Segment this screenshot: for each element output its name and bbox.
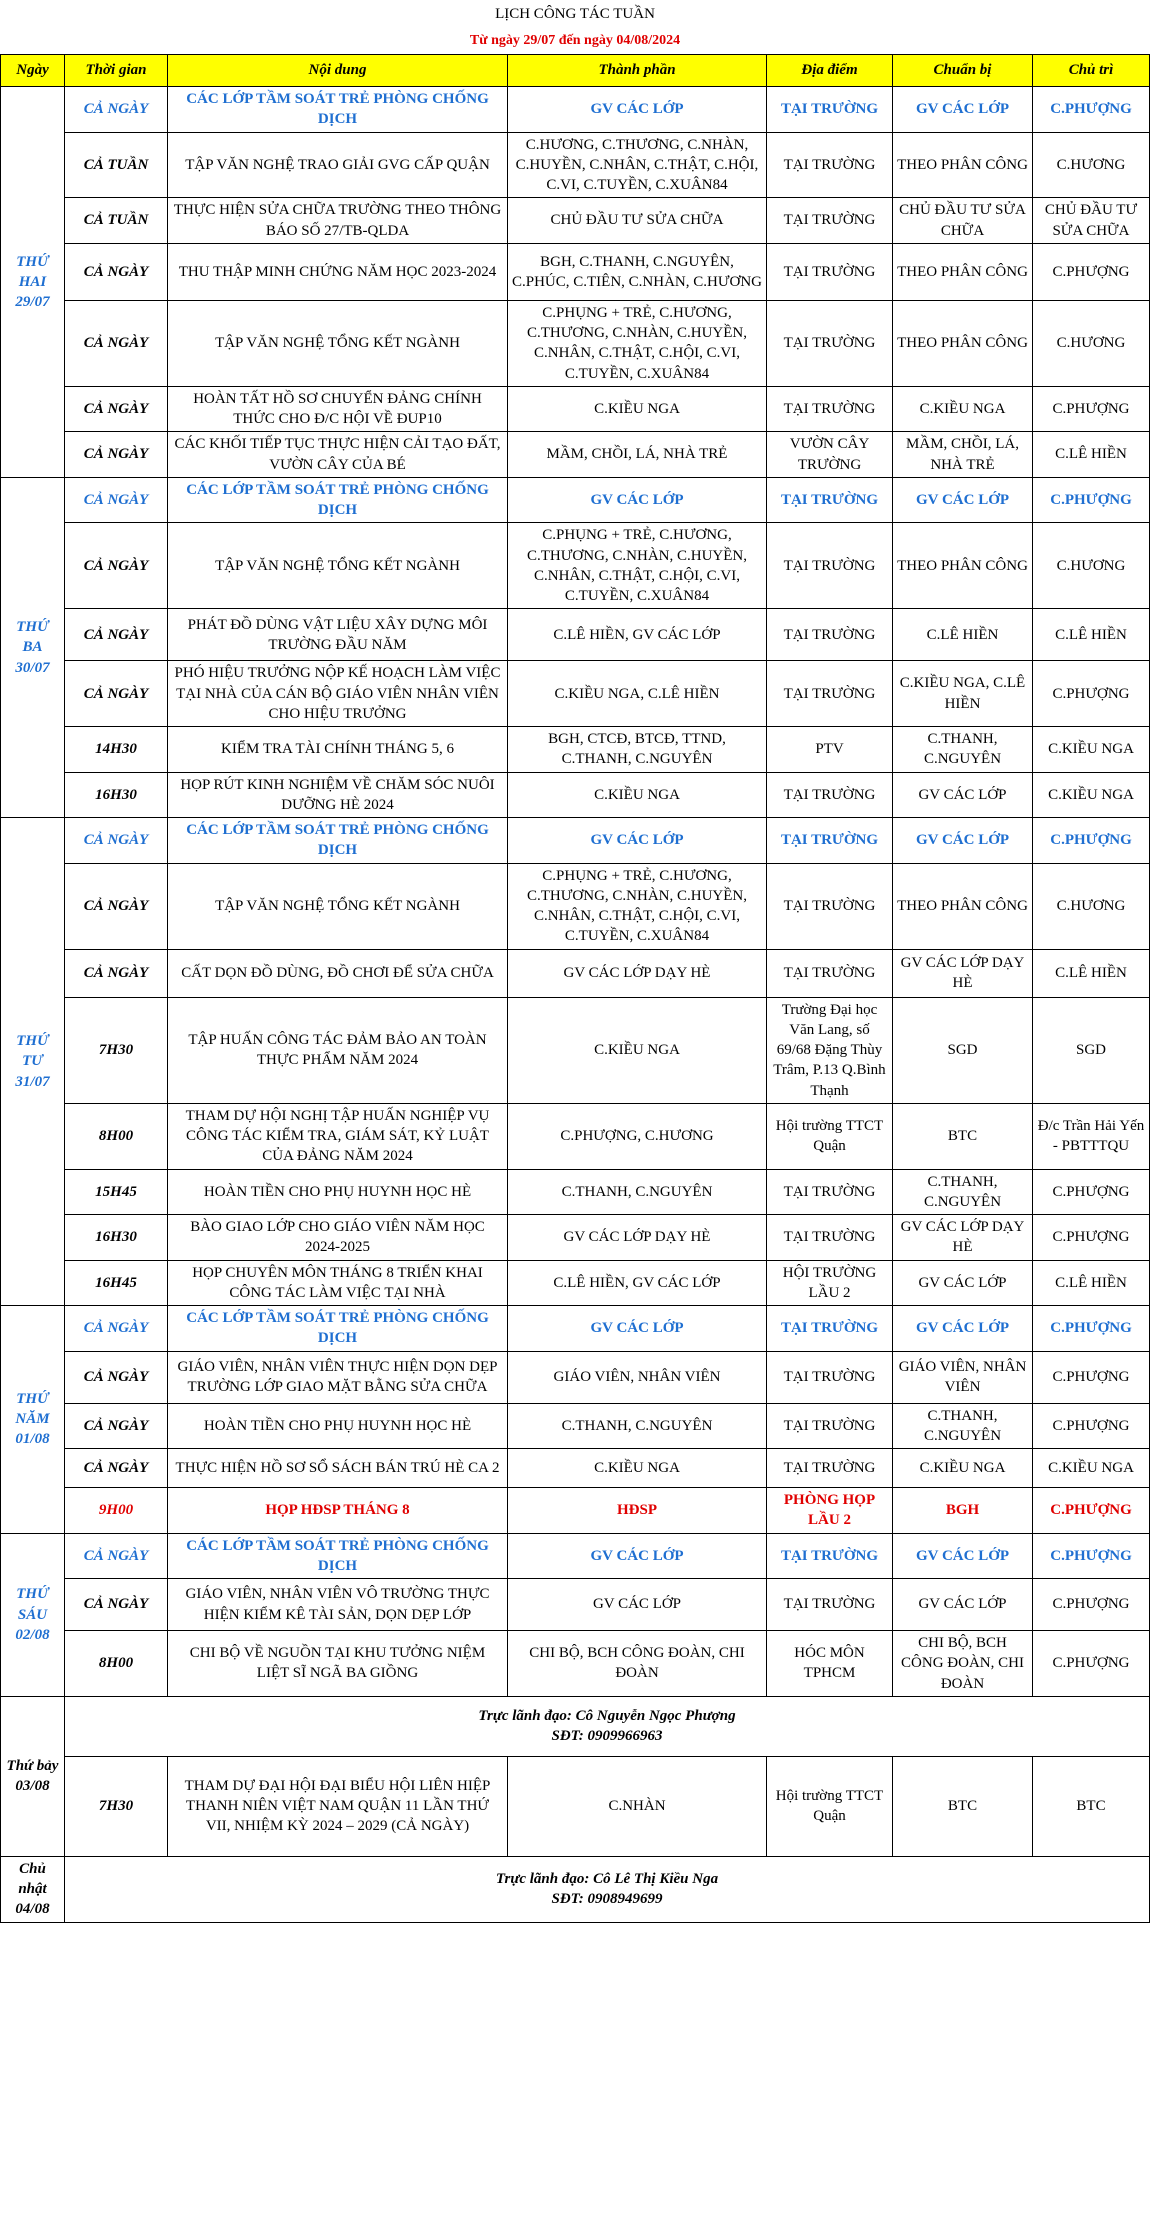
cell-place: TẠI TRƯỜNG	[767, 300, 893, 386]
cell-content: CÁC LỚP TẦM SOÁT TRẺ PHÒNG CHỐNG DỊCH	[168, 818, 508, 864]
cell-host: C.PHƯỢNG	[1033, 1215, 1150, 1261]
cell-prep: GV CÁC LỚP	[893, 818, 1033, 864]
cell-content: HỌP CHUYÊN MÔN THÁNG 8 TRIỂN KHAI CÔNG TÁC LÀM VIỆC TẠI NHÀ	[168, 1260, 508, 1306]
cell-content: TẬP VĂN NGHỆ TỔNG KẾT NGÀNH	[168, 523, 508, 609]
cell-time: CẢ NGÀY	[65, 477, 168, 523]
cell-time: CẢ TUẦN	[65, 198, 168, 244]
cell-prep: BTC	[893, 1103, 1033, 1169]
cell-host: CHỦ ĐẦU TƯ SỬA CHỮA	[1033, 198, 1150, 244]
cell-place: TẠI TRƯỜNG	[767, 243, 893, 300]
duty-phone: SĐT: 0909966963	[551, 1728, 663, 1745]
cell-prep: C.LÊ HIỀN	[893, 609, 1033, 661]
cell-members: C.LÊ HIỀN, GV CÁC LỚP	[508, 609, 767, 661]
cell-members: GV CÁC LỚP DẠY HÈ	[508, 949, 767, 997]
cell-host: C.PHƯỢNG	[1033, 818, 1150, 864]
cell-time: CẢ NGÀY	[65, 1306, 168, 1352]
cell-host: C.PHƯỢNG	[1033, 243, 1150, 300]
cell-time: 16H45	[65, 1260, 168, 1306]
cell-host: Đ/c Trần Hải Yến - PBTTTQU	[1033, 1103, 1150, 1169]
table-row	[1, 523, 1150, 609]
table-row	[1, 863, 1150, 949]
cell-content: TẬP VĂN NGHỆ TỔNG KẾT NGÀNH	[168, 300, 508, 386]
cell-prep: GV CÁC LỚP DẠY HÈ	[893, 949, 1033, 997]
cell-prep: GV CÁC LỚP	[893, 772, 1033, 818]
cell-members: GV CÁC LỚP	[508, 477, 767, 523]
cell-content: HOÀN TẤT HỒ SƠ CHUYỂN ĐẢNG CHÍNH THỨC CHO Đ/C HỘI VỀ ĐUP10	[168, 386, 508, 432]
cell-host: C.PHƯỢNG	[1033, 1579, 1150, 1631]
cell-place: Trường Đại học Văn Lang, số 69/68 Đặng Thùy Trâm, P.13 Q.Bình Thạnh	[767, 997, 893, 1103]
cell-content: GIÁO VIÊN, NHÂN VIÊN THỰC HIỆN DỌN DẸP TRƯỜNG LỚP GIAO MẶT BẰNG SỬA CHỮA	[168, 1351, 508, 1403]
sunday-duty-row	[1, 1856, 1150, 1922]
cell-time: 16H30	[65, 772, 168, 818]
cell-prep: GV CÁC LỚP	[893, 1533, 1033, 1579]
table-row	[1, 386, 1150, 432]
cell-time: 14H30	[65, 727, 168, 773]
cell-members: BGH, C.THANH, C.NGUYÊN, C.PHÚC, C.TIÊN, C.NHÀN, C.HƯƠNG	[508, 243, 767, 300]
table-row	[1, 132, 1150, 198]
col-header-time: Thời gian	[65, 55, 168, 87]
cell-time: CẢ NGÀY	[65, 1351, 168, 1403]
cell-time: CẢ NGÀY	[65, 243, 168, 300]
duty-cell	[65, 1856, 1150, 1922]
cell-host: C.PHƯỢNG	[1033, 477, 1150, 523]
cell-members: C.KIỀU NGA	[508, 772, 767, 818]
cell-prep: GV CÁC LỚP	[893, 477, 1033, 523]
day-label: THỨ BA 30/07	[1, 477, 65, 817]
table-row	[1, 198, 1150, 244]
table-row	[1, 727, 1150, 773]
cell-place: TẠI TRƯỜNG	[767, 1351, 893, 1403]
col-header-host: Chủ trì	[1033, 55, 1150, 87]
cell-content: HOÀN TIỀN CHO PHỤ HUYNH HỌC HÈ	[168, 1403, 508, 1449]
table-row	[1, 1260, 1150, 1306]
table-row	[1, 997, 1150, 1103]
cell-host: C.KIỀU NGA	[1033, 772, 1150, 818]
cell-time: CẢ NGÀY	[65, 432, 168, 478]
col-header-prep: Chuẩn bị	[893, 55, 1033, 87]
cell-place: TẠI TRƯỜNG	[767, 1579, 893, 1631]
cell-content: PHÓ HIỆU TRƯỞNG NỘP KẾ HOẠCH LÀM VIỆC TẠI NHÀ CỦA CÁN BỘ GIÁO VIÊN NHÂN VIÊN CHO HIỆU TRƯỞNG	[168, 661, 508, 727]
cell-members: C.THANH, C.NGUYÊN	[508, 1403, 767, 1449]
cell-host: C.LÊ HIỀN	[1033, 609, 1150, 661]
duty-leader: Trực lãnh đạo: Cô Nguyễn Ngọc Phượng	[478, 1708, 736, 1724]
cell-host: C.PHƯỢNG	[1033, 1169, 1150, 1215]
cell-time: CẢ NGÀY	[65, 1579, 168, 1631]
table-row	[1, 1215, 1150, 1261]
col-header-place: Địa điểm	[767, 55, 893, 87]
cell-place: HỘI TRƯỜNG LẦU 2	[767, 1260, 893, 1306]
cell-members: GV CÁC LỚP	[508, 87, 767, 133]
cell-host: C.PHƯỢNG	[1033, 1533, 1150, 1579]
cell-time: 15H45	[65, 1169, 168, 1215]
cell-prep: C.KIỀU NGA	[893, 386, 1033, 432]
cell-place: TẠI TRƯỜNG	[767, 198, 893, 244]
cell-members: MẦM, CHỒI, LÁ, NHÀ TRẺ	[508, 432, 767, 478]
cell-content: HỌP RÚT KINH NGHIỆM VỀ CHĂM SÓC NUÔI DƯỠNG HÈ 2024	[168, 772, 508, 818]
cell-content: CÁC LỚP TẦM SOÁT TRẺ PHÒNG CHỐNG DỊCH	[168, 1306, 508, 1352]
cell-content: CẤT DỌN ĐỒ DÙNG, ĐỒ CHƠI ĐỂ SỬA CHỮA	[168, 949, 508, 997]
table-row	[1, 772, 1150, 818]
cell-host: C.PHƯỢNG	[1033, 1306, 1150, 1352]
cell-time: 7H30	[65, 1756, 168, 1856]
cell-prep: BTC	[893, 1756, 1033, 1856]
saturday-duty-row	[1, 1696, 1150, 1756]
cell-prep: THEO PHÂN CÔNG	[893, 300, 1033, 386]
cell-content: KIỂM TRA TÀI CHÍNH THÁNG 5, 6	[168, 727, 508, 773]
table-row	[1, 1169, 1150, 1215]
cell-prep: C.KIỀU NGA, C.LÊ HIỀN	[893, 661, 1033, 727]
cell-content: GIÁO VIÊN, NHÂN VIÊN VÔ TRƯỜNG THỰC HIỆN KIỂM KÊ TÀI SẢN, DỌN DẸP LỚP	[168, 1579, 508, 1631]
cell-time: CẢ NGÀY	[65, 818, 168, 864]
header-row	[1, 55, 1150, 87]
table-row	[1, 609, 1150, 661]
table-row	[1, 300, 1150, 386]
day-label: Thứ bảy 03/08	[1, 1696, 65, 1856]
cell-prep: C.THANH, C.NGUYÊN	[893, 1403, 1033, 1449]
cell-members: GIÁO VIÊN, NHÂN VIÊN	[508, 1351, 767, 1403]
cell-content: CÁC LỚP TẦM SOÁT TRẺ PHÒNG CHỐNG DỊCH	[168, 87, 508, 133]
cell-members: C.PHỤNG + TRẺ, C.HƯƠNG, C.THƯƠNG, C.NHÀN, C.HUYỀN, C.NHÂN, C.THẬT, C.HỘI, C.VI, C.TUYỀN, C.XUÂN84	[508, 300, 767, 386]
cell-host: C.PHƯỢNG	[1033, 1403, 1150, 1449]
table-row	[1, 1533, 1150, 1579]
table-row	[1, 1103, 1150, 1169]
cell-host: C.LÊ HIỀN	[1033, 432, 1150, 478]
table-row	[1, 1449, 1150, 1488]
cell-members: GV CÁC LỚP	[508, 1579, 767, 1631]
table-row	[1, 1403, 1150, 1449]
cell-time: 9H00	[65, 1488, 168, 1534]
cell-content: CÁC LỚP TẦM SOÁT TRẺ PHÒNG CHỐNG DỊCH	[168, 477, 508, 523]
cell-host: C.HƯƠNG	[1033, 132, 1150, 198]
cell-members: GV CÁC LỚP	[508, 818, 767, 864]
cell-host: BTC	[1033, 1756, 1150, 1856]
cell-time: CẢ TUẦN	[65, 132, 168, 198]
cell-place: Hội trường TTCT Quận	[767, 1756, 893, 1856]
cell-place: TẠI TRƯỜNG	[767, 661, 893, 727]
cell-host: C.PHƯỢNG	[1033, 386, 1150, 432]
table-row	[1, 661, 1150, 727]
cell-content: PHÁT ĐỒ DÙNG VẬT LIỆU XÂY DỰNG MÔI TRƯỜNG ĐẦU NĂM	[168, 609, 508, 661]
day-label: THỨ SÁU 02/08	[1, 1533, 65, 1696]
cell-host: C.HƯƠNG	[1033, 863, 1150, 949]
cell-time: CẢ NGÀY	[65, 386, 168, 432]
schedule-table	[0, 54, 1150, 1923]
cell-prep: THEO PHÂN CÔNG	[893, 243, 1033, 300]
cell-time: CẢ NGÀY	[65, 87, 168, 133]
cell-prep: CHỦ ĐẦU TƯ SỬA CHỮA	[893, 198, 1033, 244]
cell-content: TẬP VĂN NGHỆ TRAO GIẢI GVG CẤP QUẬN	[168, 132, 508, 198]
cell-content: CÁC KHỐI TIẾP TỤC THỰC HIỆN CẢI TẠO ĐẤT, VƯỜN CÂY CỦA BÉ	[168, 432, 508, 478]
duty-phone: SĐT: 0908949699	[551, 1891, 663, 1908]
table-row	[1, 477, 1150, 523]
day-label: THỨ NĂM 01/08	[1, 1306, 65, 1534]
cell-members: C.THANH, C.NGUYÊN	[508, 1169, 767, 1215]
cell-prep: C.KIỀU NGA	[893, 1449, 1033, 1488]
cell-time: CẢ NGÀY	[65, 1449, 168, 1488]
cell-prep: GV CÁC LỚP	[893, 1306, 1033, 1352]
cell-members: C.PHỤNG + TRẺ, C.HƯƠNG, C.THƯƠNG, C.NHÀN, C.HUYỀN, C.NHÂN, C.THẬT, C.HỘI, C.VI, C.TUYỀN, C.XUÂN84	[508, 863, 767, 949]
cell-place: TẠI TRƯỜNG	[767, 1169, 893, 1215]
table-row	[1, 1579, 1150, 1631]
cell-place: TẠI TRƯỜNG	[767, 523, 893, 609]
duty-leader: Trực lãnh đạo: Cô Lê Thị Kiều Nga	[495, 1870, 719, 1887]
cell-content: THAM DỰ ĐẠI HỘI ĐẠI BIỂU HỘI LIÊN HIỆP THANH NIÊN VIỆT NAM QUẬN 11 LẦN THỨ VII, NHIỆM KỲ 2024 – 2029 (CẢ NGÀY)	[168, 1756, 508, 1856]
cell-members: C.KIỀU NGA	[508, 997, 767, 1103]
cell-host: C.PHƯỢNG	[1033, 87, 1150, 133]
cell-members: HĐSP	[508, 1488, 767, 1534]
cell-time: CẢ NGÀY	[65, 300, 168, 386]
day-label: THỨ HAI 29/07	[1, 87, 65, 478]
cell-host: C.PHƯỢNG	[1033, 1631, 1150, 1697]
cell-host: C.PHƯỢNG	[1033, 661, 1150, 727]
cell-prep: GV CÁC LỚP DẠY HÈ	[893, 1215, 1033, 1261]
page-subtitle: Từ ngày 29/07 đến ngày 04/08/2024	[469, 33, 681, 48]
cell-content: CÁC LỚP TẦM SOÁT TRẺ PHÒNG CHỐNG DỊCH	[168, 1533, 508, 1579]
cell-place: TẠI TRƯỜNG	[767, 477, 893, 523]
col-header-members: Thành phần	[508, 55, 767, 87]
cell-prep: BGH	[893, 1488, 1033, 1534]
table-row	[1, 949, 1150, 997]
cell-prep: C.THANH, C.NGUYÊN	[893, 1169, 1033, 1215]
cell-place: TẠI TRƯỜNG	[767, 609, 893, 661]
table-row	[1, 1306, 1150, 1352]
cell-host: C.HƯƠNG	[1033, 300, 1150, 386]
cell-place: HÓC MÔN TPHCM	[767, 1631, 893, 1697]
cell-content: THỰC HIỆN SỬA CHỮA TRƯỜNG THEO THÔNG BÁO SỐ 27/TB-QLDA	[168, 198, 508, 244]
cell-content: THỰC HIỆN HỒ SƠ SỔ SÁCH BÁN TRÚ HÈ CA 2	[168, 1449, 508, 1488]
table-row	[1, 1488, 1150, 1534]
cell-time: 8H00	[65, 1631, 168, 1697]
cell-place: Hội trường TTCT Quận	[767, 1103, 893, 1169]
cell-prep: THEO PHÂN CÔNG	[893, 523, 1033, 609]
table-row	[1, 1756, 1150, 1856]
cell-members: C.HƯƠNG, C.THƯƠNG, C.NHÀN, C.HUYỀN, C.NHÂN, C.THẬT, C.HỘI, C.VI, C.TUYỀN, C.XUÂN84	[508, 132, 767, 198]
cell-place: TẠI TRƯỜNG	[767, 132, 893, 198]
cell-host: C.HƯƠNG	[1033, 523, 1150, 609]
page-title: LỊCH CÔNG TÁC TUẦN	[495, 6, 655, 22]
cell-time: CẢ NGÀY	[65, 1533, 168, 1579]
cell-content: THAM DỰ HỘI NGHỊ TẬP HUẤN NGHIỆP VỤ CÔNG TÁC KIỂM TRA, GIÁM SÁT, KỶ LUẬT CỦA ĐẢNG NĂM 2024	[168, 1103, 508, 1169]
cell-time: 8H00	[65, 1103, 168, 1169]
cell-content: HOÀN TIỀN CHO PHỤ HUYNH HỌC HÈ	[168, 1169, 508, 1215]
duty-cell	[65, 1696, 1150, 1756]
cell-members: C.PHỤNG + TRẺ, C.HƯƠNG, C.THƯƠNG, C.NHÀN, C.HUYỀN, C.NHÂN, C.THẬT, C.HỘI, C.VI, C.TUYỀN, C.XUÂN84	[508, 523, 767, 609]
table-row	[1, 1351, 1150, 1403]
cell-place: PHÒNG HỌP LẦU 2	[767, 1488, 893, 1534]
cell-content: TẬP VĂN NGHỆ TỔNG KẾT NGÀNH	[168, 863, 508, 949]
cell-place: TẠI TRƯỜNG	[767, 1449, 893, 1488]
cell-prep: THEO PHÂN CÔNG	[893, 132, 1033, 198]
cell-place: TẠI TRƯỜNG	[767, 772, 893, 818]
cell-time: 7H30	[65, 997, 168, 1103]
cell-place: TẠI TRƯỜNG	[767, 386, 893, 432]
cell-members: C.PHƯỢNG, C.HƯƠNG	[508, 1103, 767, 1169]
table-row	[1, 1631, 1150, 1697]
cell-prep: C.THANH, C.NGUYÊN	[893, 727, 1033, 773]
cell-host: C.LÊ HIỀN	[1033, 949, 1150, 997]
table-row	[1, 432, 1150, 478]
cell-members: GV CÁC LỚP	[508, 1306, 767, 1352]
day-label: Chủ nhật 04/08	[1, 1856, 65, 1922]
cell-content: THU THẬP MINH CHỨNG NĂM HỌC 2023-2024	[168, 243, 508, 300]
cell-time: CẢ NGÀY	[65, 609, 168, 661]
cell-members: CHỦ ĐẦU TƯ SỬA CHỮA	[508, 198, 767, 244]
cell-time: CẢ NGÀY	[65, 661, 168, 727]
cell-host: SGD	[1033, 997, 1150, 1103]
cell-prep: GV CÁC LỚP	[893, 1260, 1033, 1306]
cell-time: CẢ NGÀY	[65, 863, 168, 949]
cell-prep: GIÁO VIÊN, NHÂN VIÊN	[893, 1351, 1033, 1403]
col-header-day: Ngày	[1, 55, 65, 87]
cell-time: CẢ NGÀY	[65, 949, 168, 997]
cell-content: CHI BỘ VỀ NGUỒN TẠI KHU TƯỞNG NIỆM LIỆT SĨ NGÃ BA GIỒNG	[168, 1631, 508, 1697]
cell-prep: GV CÁC LỚP	[893, 1579, 1033, 1631]
cell-members: C.KIỀU NGA, C.LÊ HIỀN	[508, 661, 767, 727]
cell-place: TẠI TRƯỜNG	[767, 1533, 893, 1579]
cell-host: C.KIỀU NGA	[1033, 1449, 1150, 1488]
cell-host: C.LÊ HIỀN	[1033, 1260, 1150, 1306]
cell-host: C.PHƯỢNG	[1033, 1488, 1150, 1534]
cell-members: BGH, CTCĐ, BTCĐ, TTND, C.THANH, C.NGUYÊN	[508, 727, 767, 773]
cell-prep: THEO PHÂN CÔNG	[893, 863, 1033, 949]
cell-host: C.KIỀU NGA	[1033, 727, 1150, 773]
cell-members: C.KIỀU NGA	[508, 1449, 767, 1488]
cell-time: CẢ NGÀY	[65, 1403, 168, 1449]
cell-content: HỌP HĐSP THÁNG 8	[168, 1488, 508, 1534]
cell-place: PTV	[767, 727, 893, 773]
cell-prep: CHI BỘ, BCH CÔNG ĐOÀN, CHI ĐOÀN	[893, 1631, 1033, 1697]
cell-content: BÀO GIAO LỚP CHO GIÁO VIÊN NĂM HỌC 2024-2025	[168, 1215, 508, 1261]
cell-time: 16H30	[65, 1215, 168, 1261]
cell-host: C.PHƯỢNG	[1033, 1351, 1150, 1403]
col-header-content: Nội dung	[168, 55, 508, 87]
cell-place: TẠI TRƯỜNG	[767, 87, 893, 133]
table-row	[1, 818, 1150, 864]
cell-members: C.LÊ HIỀN, GV CÁC LỚP	[508, 1260, 767, 1306]
day-label: THỨ TƯ 31/07	[1, 818, 65, 1306]
cell-time: CẢ NGÀY	[65, 523, 168, 609]
cell-place: TẠI TRƯỜNG	[767, 1215, 893, 1261]
cell-members: GV CÁC LỚP	[508, 1533, 767, 1579]
cell-place: TẠI TRƯỜNG	[767, 863, 893, 949]
table-row	[1, 243, 1150, 300]
cell-members: CHI BỘ, BCH CÔNG ĐOÀN, CHI ĐOÀN	[508, 1631, 767, 1697]
cell-prep: SGD	[893, 997, 1033, 1103]
cell-place: TẠI TRƯỜNG	[767, 1403, 893, 1449]
cell-place: TẠI TRƯỜNG	[767, 1306, 893, 1352]
cell-members: GV CÁC LỚP DẠY HÈ	[508, 1215, 767, 1261]
table-row	[1, 87, 1150, 133]
cell-members: C.KIỀU NGA	[508, 386, 767, 432]
cell-prep: GV CÁC LỚP	[893, 87, 1033, 133]
cell-place: VƯỜN CÂY TRƯỜNG	[767, 432, 893, 478]
cell-prep: MẦM, CHỒI, LÁ, NHÀ TRẺ	[893, 432, 1033, 478]
cell-place: TẠI TRƯỜNG	[767, 949, 893, 997]
cell-members: C.NHÀN	[508, 1756, 767, 1856]
cell-place: TẠI TRƯỜNG	[767, 818, 893, 864]
cell-content: TẬP HUẤN CÔNG TÁC ĐẢM BẢO AN TOÀN THỰC PHẨM NĂM 2024	[168, 997, 508, 1103]
